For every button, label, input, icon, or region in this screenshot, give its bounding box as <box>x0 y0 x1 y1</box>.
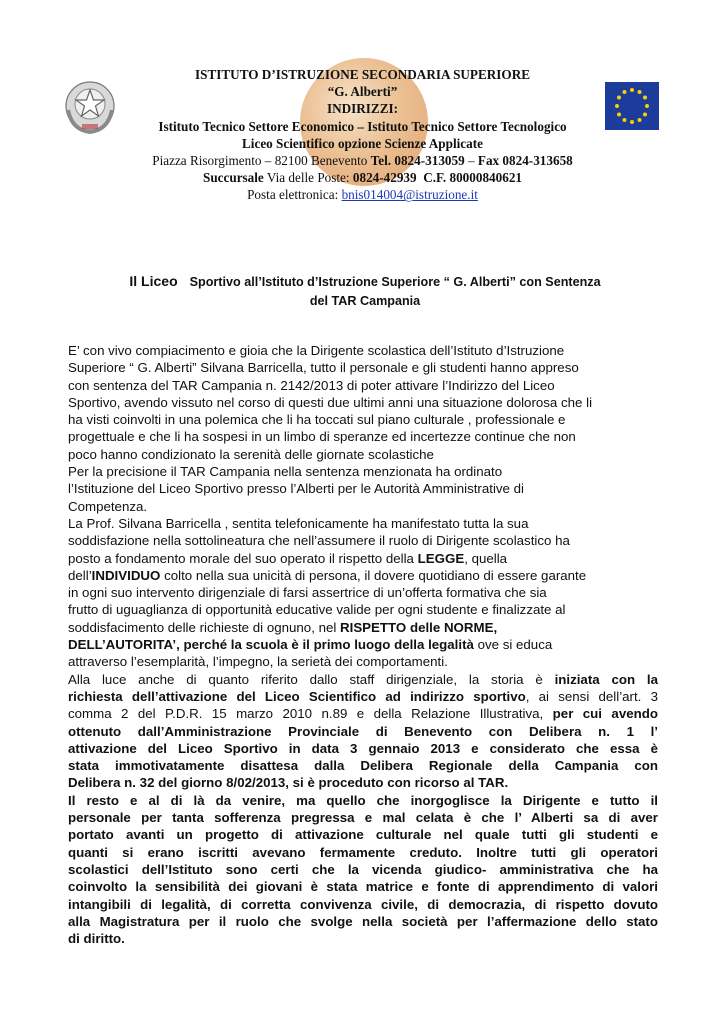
succursale-tel: 0824-42939 <box>352 170 417 186</box>
body-line: in ogni suo intervento dirigenziale di farsi assertrice di un’offerta formativa che sia <box>68 585 547 601</box>
legge-word: LEGGE <box>417 550 465 566</box>
richiesta-bold: richiesta dell’attivazione del Liceo Scientifico ad indirizzo sportivo <box>68 688 526 704</box>
indirizzi-label: INDIRIZZI: <box>326 101 399 117</box>
body-line: attraverso l’esemplarità, l’impegno, la serietà dei comportamenti. <box>68 654 448 670</box>
body-line: portato avanti un progetto di attivazione culturale nel quale tutti gli studenti e <box>68 827 658 843</box>
autorita-suffix: ove si educa <box>473 637 553 653</box>
fiscal-code: C.F. 80000840621 <box>423 170 523 186</box>
body-line <box>68 671 658 688</box>
letterhead <box>0 66 725 204</box>
title-rest: Sportivo all’Istituto d’Istruzione Superiore “ G. Alberti” con Sentenza <box>189 275 601 289</box>
succursale-line <box>0 169 725 186</box>
title-line-2: del TAR Campania <box>309 294 421 308</box>
email-line <box>0 186 725 203</box>
email-label: Posta elettronica: <box>247 187 342 203</box>
body-line <box>68 688 658 705</box>
body-line: personale per tanta sofferenza pregressa e mal celata è che l’ Alberti sa di aver <box>68 810 658 826</box>
body-line: Superiore “ G. Alberti” Silvana Barricella, tutto il personale e gli studenti hanno appreso <box>68 360 579 376</box>
body-line: Il resto e al di là da venire, ma quello che inorgoglisce la Dirigente e tutto il <box>68 792 658 808</box>
body-line: attivazione del Liceo Sportivo in data 3 gennaio 2013 e considerato che essa è <box>68 740 658 756</box>
body-line <box>68 567 658 584</box>
body-line: di diritto. <box>68 931 125 947</box>
body-line: Delibera n. 32 del giorno 8/02/2013, si è proceduto con ricorso al TAR. <box>68 775 509 791</box>
body-line <box>68 705 658 722</box>
richiesta-suffix: , ai sensi dell’art. 3 <box>525 688 658 704</box>
body-line: intangibili di legalità, di corretta convivenza civile, di democrazia, di rispetto dovuto <box>68 896 658 912</box>
body-line: ha visti coinvolti in una polemica che li ha toccati sul piano culturale , professionale e <box>68 412 566 428</box>
succursale-address: Via delle Poste: <box>263 170 353 186</box>
body-line: progettuale e che li ha sospesi in un limbo di speranze ed incertezze continue che non <box>68 429 576 445</box>
individuo-suffix: colto nella sua unicità di persona, il dovere quotidiano di essere garante <box>160 567 587 583</box>
body-line: frutto di uguaglianza di opportunità educative valide per ogni studente e finalizzate al <box>68 602 566 618</box>
comma-text: comma 2 del P.D.R. 15 marzo 2010 n.89 e della Relazione Illustrativa, <box>68 706 553 722</box>
school-name: ISTITUTO D’ISTRUZIONE SECONDARIA SUPERIORE <box>194 67 531 82</box>
body-line: l’Istituzione del Liceo Sportivo presso l’Alberti per le Autorità Amministrative di <box>68 481 524 497</box>
article-title <box>65 272 665 311</box>
body-line <box>68 550 658 567</box>
body-line: alla Magistratura per il ruolo che svolge nella società per l’affermazione dello stato <box>68 913 658 929</box>
rispetto-prefix: soddisfacimento delle richieste di ognuno, nel <box>68 619 341 635</box>
body-line: Sportivo, avendo vissuto nel corso di questi due ultimi anni una situazione dolorosa che li <box>68 394 593 410</box>
school-motto: “G. Alberti” <box>327 84 398 100</box>
address-text: Piazza Risorgimento – 82100 Benevento <box>152 153 371 169</box>
body-line: con sentenza del TAR Campania n. 2142/2013 di poter attivare l’Indirizzo del Liceo <box>68 377 555 393</box>
body-line: quanti si erano iscritti avevano fermamente creduto. Inoltre tutti gli operatori <box>68 844 658 860</box>
rispetto-bold: RISPETTO delle NORME, <box>340 619 498 635</box>
comma-bold: per cui avendo <box>552 706 658 722</box>
individuo-word: INDIVIDUO <box>91 567 161 583</box>
body-line: La Prof. Silvana Barricella , sentita telefonicamente ha manifestato tutta la sua <box>68 515 529 531</box>
succursale-label: Succursale <box>202 170 264 186</box>
fax-separator: – <box>464 153 478 169</box>
individuo-prefix: dell’ <box>68 567 92 583</box>
title-lead: Il Liceo <box>129 273 178 289</box>
body-line: soddisfazione nella sottolineatura che nell’assumere il ruolo di Dirigente scolastico ha <box>68 533 570 549</box>
legge-suffix: , quella <box>464 550 508 566</box>
liceo-line: Liceo Scientifico opzione Scienze Applicate <box>242 135 483 151</box>
body-line: scolastici dell’Istituto sono certi che la vicenda giudico- amministrativa che ha <box>68 861 658 877</box>
iniziata-bold: iniziata con la <box>554 671 658 687</box>
body-line: E’ con vivo compiacimento e gioia che la Dirigente scolastica dell’Istituto d’Istruzione <box>68 343 565 358</box>
title-line-1 <box>65 272 665 292</box>
body-line: coinvolto la sensibilità dei giovani è stata matrice e fonte di apprendimento di valori <box>68 879 658 895</box>
tel-number: 0824-313059 <box>394 153 465 169</box>
body-line: Competenza. <box>68 498 148 514</box>
fax-number: Fax 0824-313658 <box>477 153 573 169</box>
body-line: Per la precisione il TAR Campania nella sentenza menzionata ha ordinato <box>68 464 503 480</box>
body-line: ottenuto dall’Amministrazione Provinciale di Benevento con Delibera n. 1 l’ <box>68 723 658 739</box>
autorita-bold: DELL’AUTORITA’, perché la scuola è il primo luogo della legalità <box>68 637 474 653</box>
tel-label: Tel. <box>370 153 395 169</box>
legge-prefix: posto a fondamento morale del suo operato il rispetto della <box>68 550 418 566</box>
article-body <box>68 342 658 947</box>
body-line <box>68 619 658 636</box>
alla-luce-text: Alla luce anche di quanto riferito dallo staff dirigenziale, la storia è <box>68 671 555 687</box>
address-line <box>0 152 725 169</box>
letterhead-text <box>0 66 725 204</box>
body-line: poco hanno condizionato la serenità delle giornate scolastiche <box>68 446 434 462</box>
body-line <box>68 636 658 653</box>
email-link[interactable]: bnis014004@istruzione.it <box>341 187 478 203</box>
programs-line: Istituto Tecnico Settore Economico – Istituto Tecnico Settore Tecnologico <box>158 118 567 134</box>
body-line: stata immotivatamente disattesa dalla Delibera Regionale della Campania con <box>68 758 658 774</box>
